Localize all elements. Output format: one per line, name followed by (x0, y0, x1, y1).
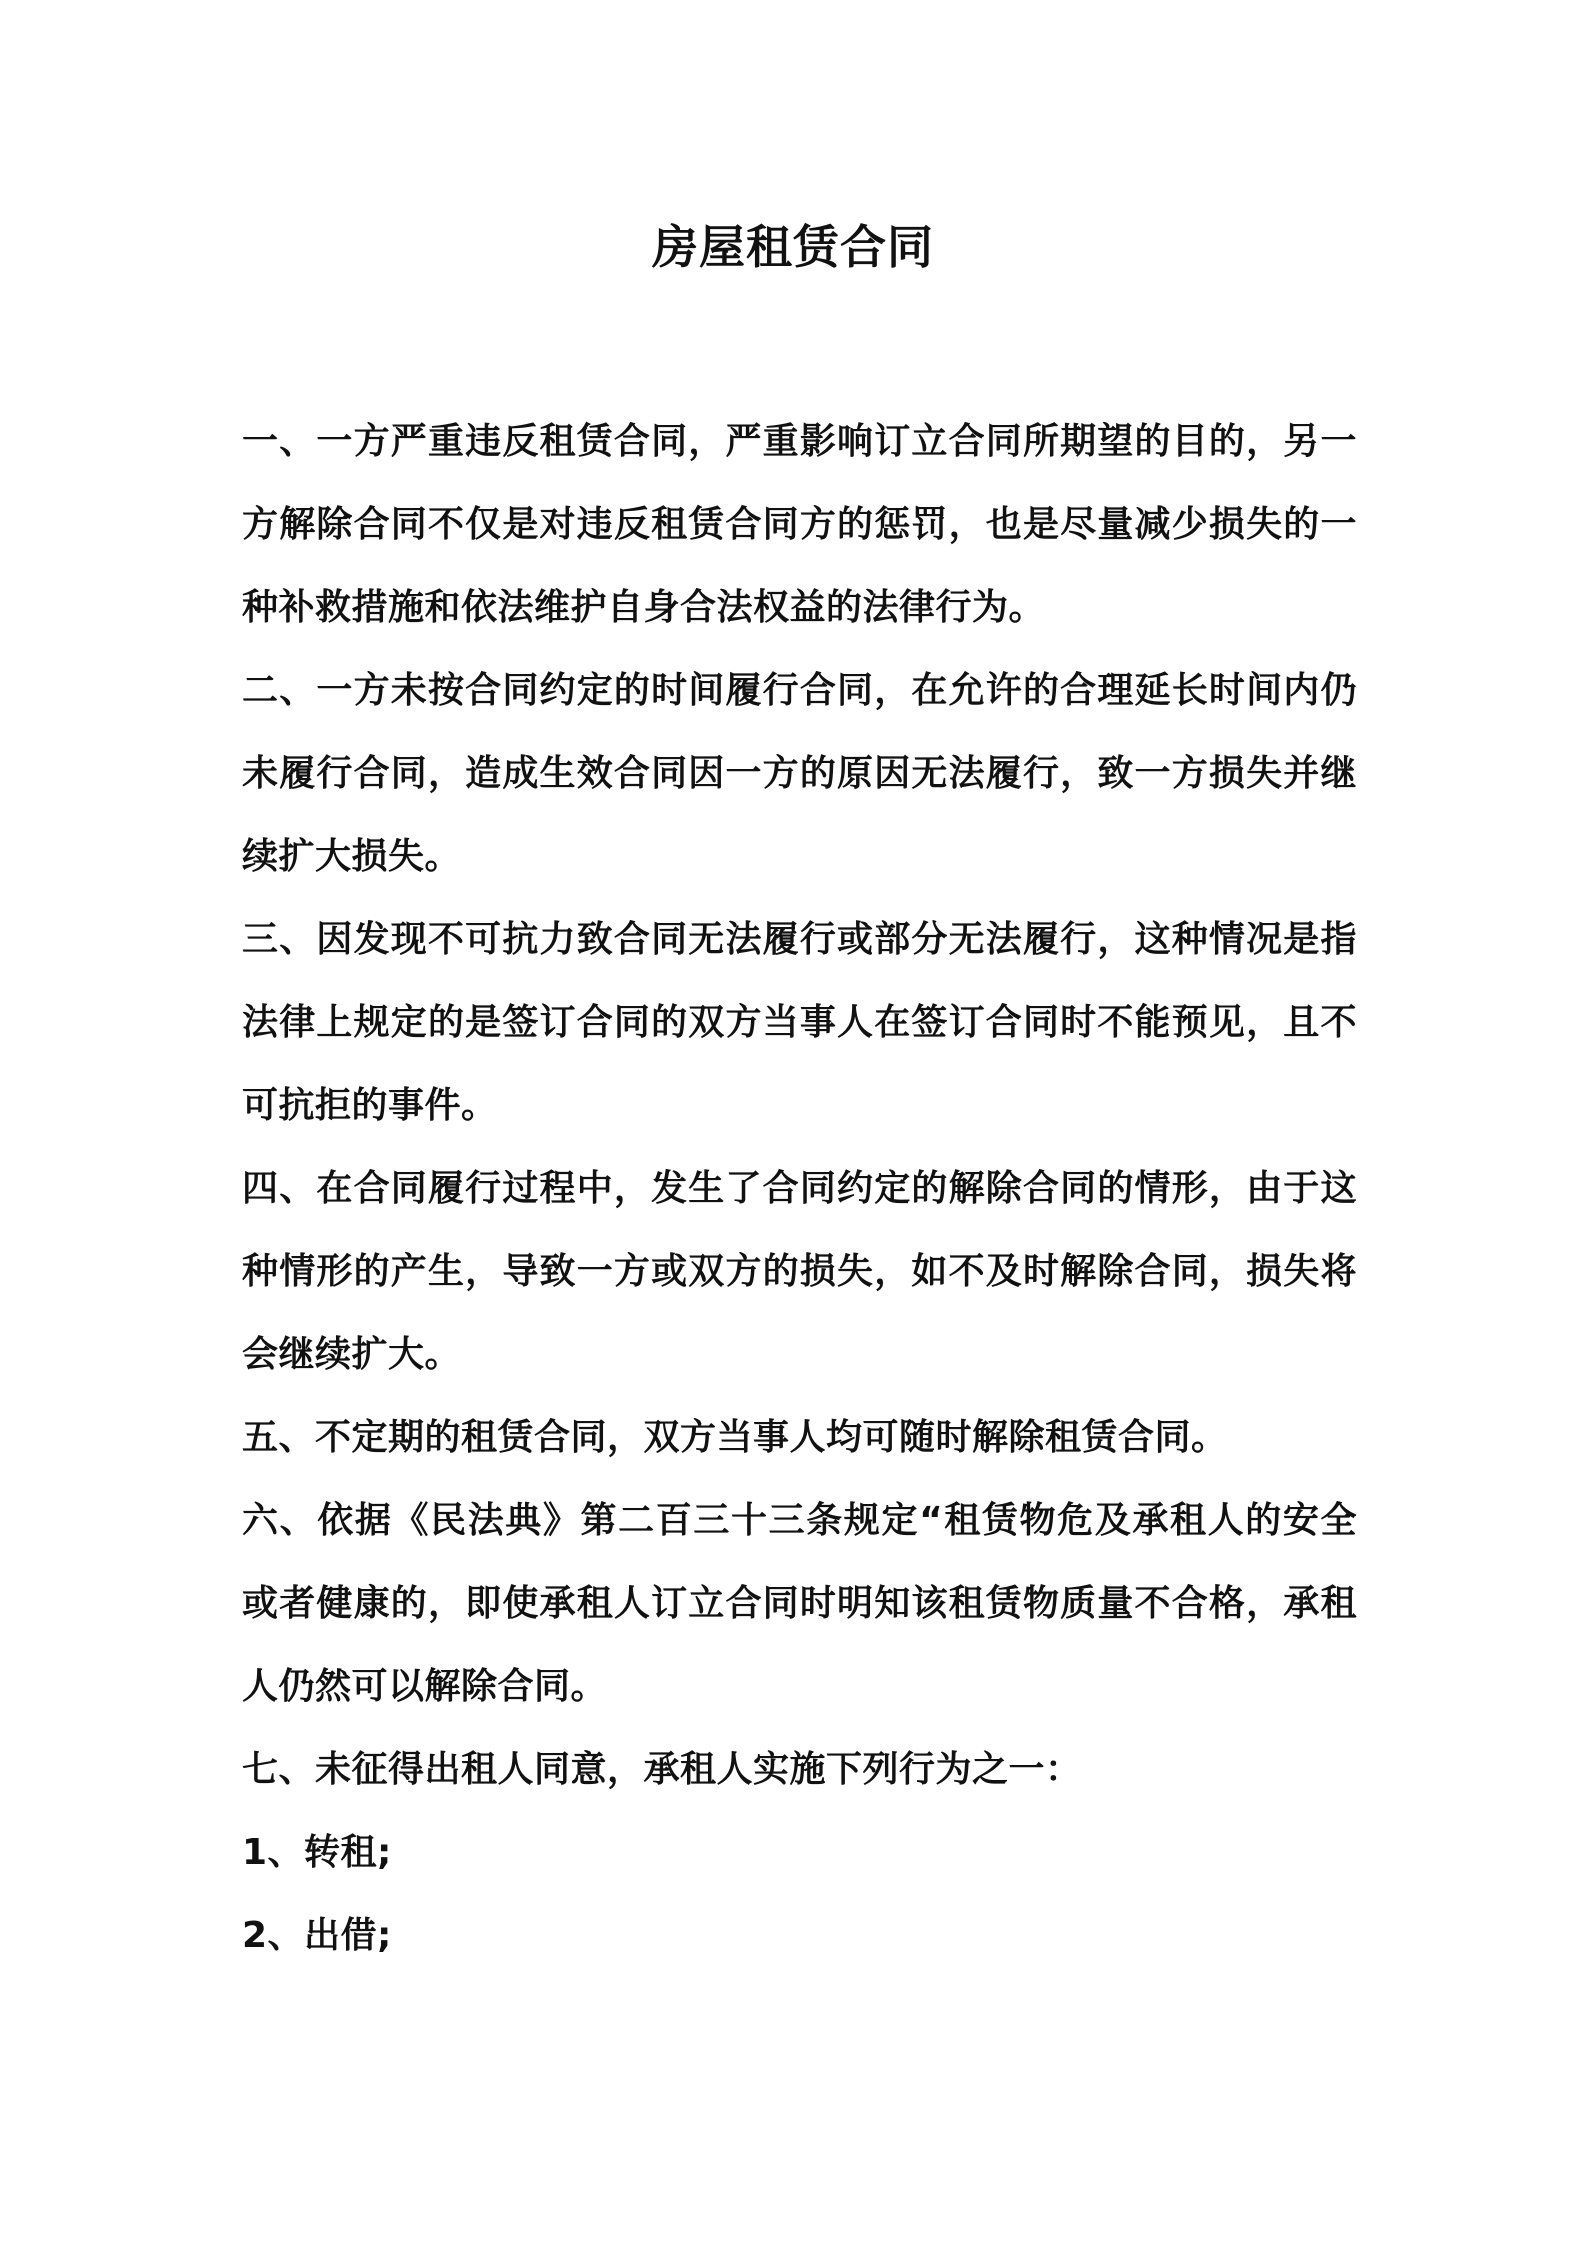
clause-2: 二、一方未按合同约定的时间履行合同，在允许的合理延长时间内仍未履行合同，造成生效合同因一方的原因无法履行，致一方损失并继续扩大损失。 (242, 670, 1357, 877)
clause-3: 三、因发现不可抗力致合同无法履行或部分无法履行，这种情况是指法律上规定的是签订合同的双方当事人在签订合同时不能预见，且不可抗拒的事件。 (242, 919, 1357, 1126)
clause-5: 五、不定期的租赁合同，双方当事人均可随时解除租赁合同。 (242, 1417, 1228, 1458)
clause-7-item-1: 1、转租; (242, 1832, 392, 1873)
clause-4: 四、在合同履行过程中，发生了合同约定的解除合同的情形，由于这种情形的产生，导致一方或双方的损失，如不及时解除合同，损失将会继续扩大。 (242, 1168, 1357, 1375)
document-title: 房屋租赁合同 (652, 220, 934, 274)
clause-7: 七、未征得出租人同意，承租人实施下列行为之一： (242, 1749, 1082, 1790)
clause-7-item-2: 2、出借; (242, 1915, 392, 1956)
document-body (242, 400, 1357, 1977)
clause-1: 一、一方严重违反租赁合同，严重影响订立合同所期望的目的，另一方解除合同不仅是对违反租赁合同方的惩罚，也是尽量减少损失的一种补救措施和依法维护自身合法权益的法律行为。 (242, 421, 1357, 628)
clause-6: 六、依据《民法典》第二百三十三条规定“租赁物危及承租人的安全或者健康的，即使承租人订立合同时明知该租赁物质量不合格，承租人仍然可以解除合同。 (242, 1500, 1357, 1707)
